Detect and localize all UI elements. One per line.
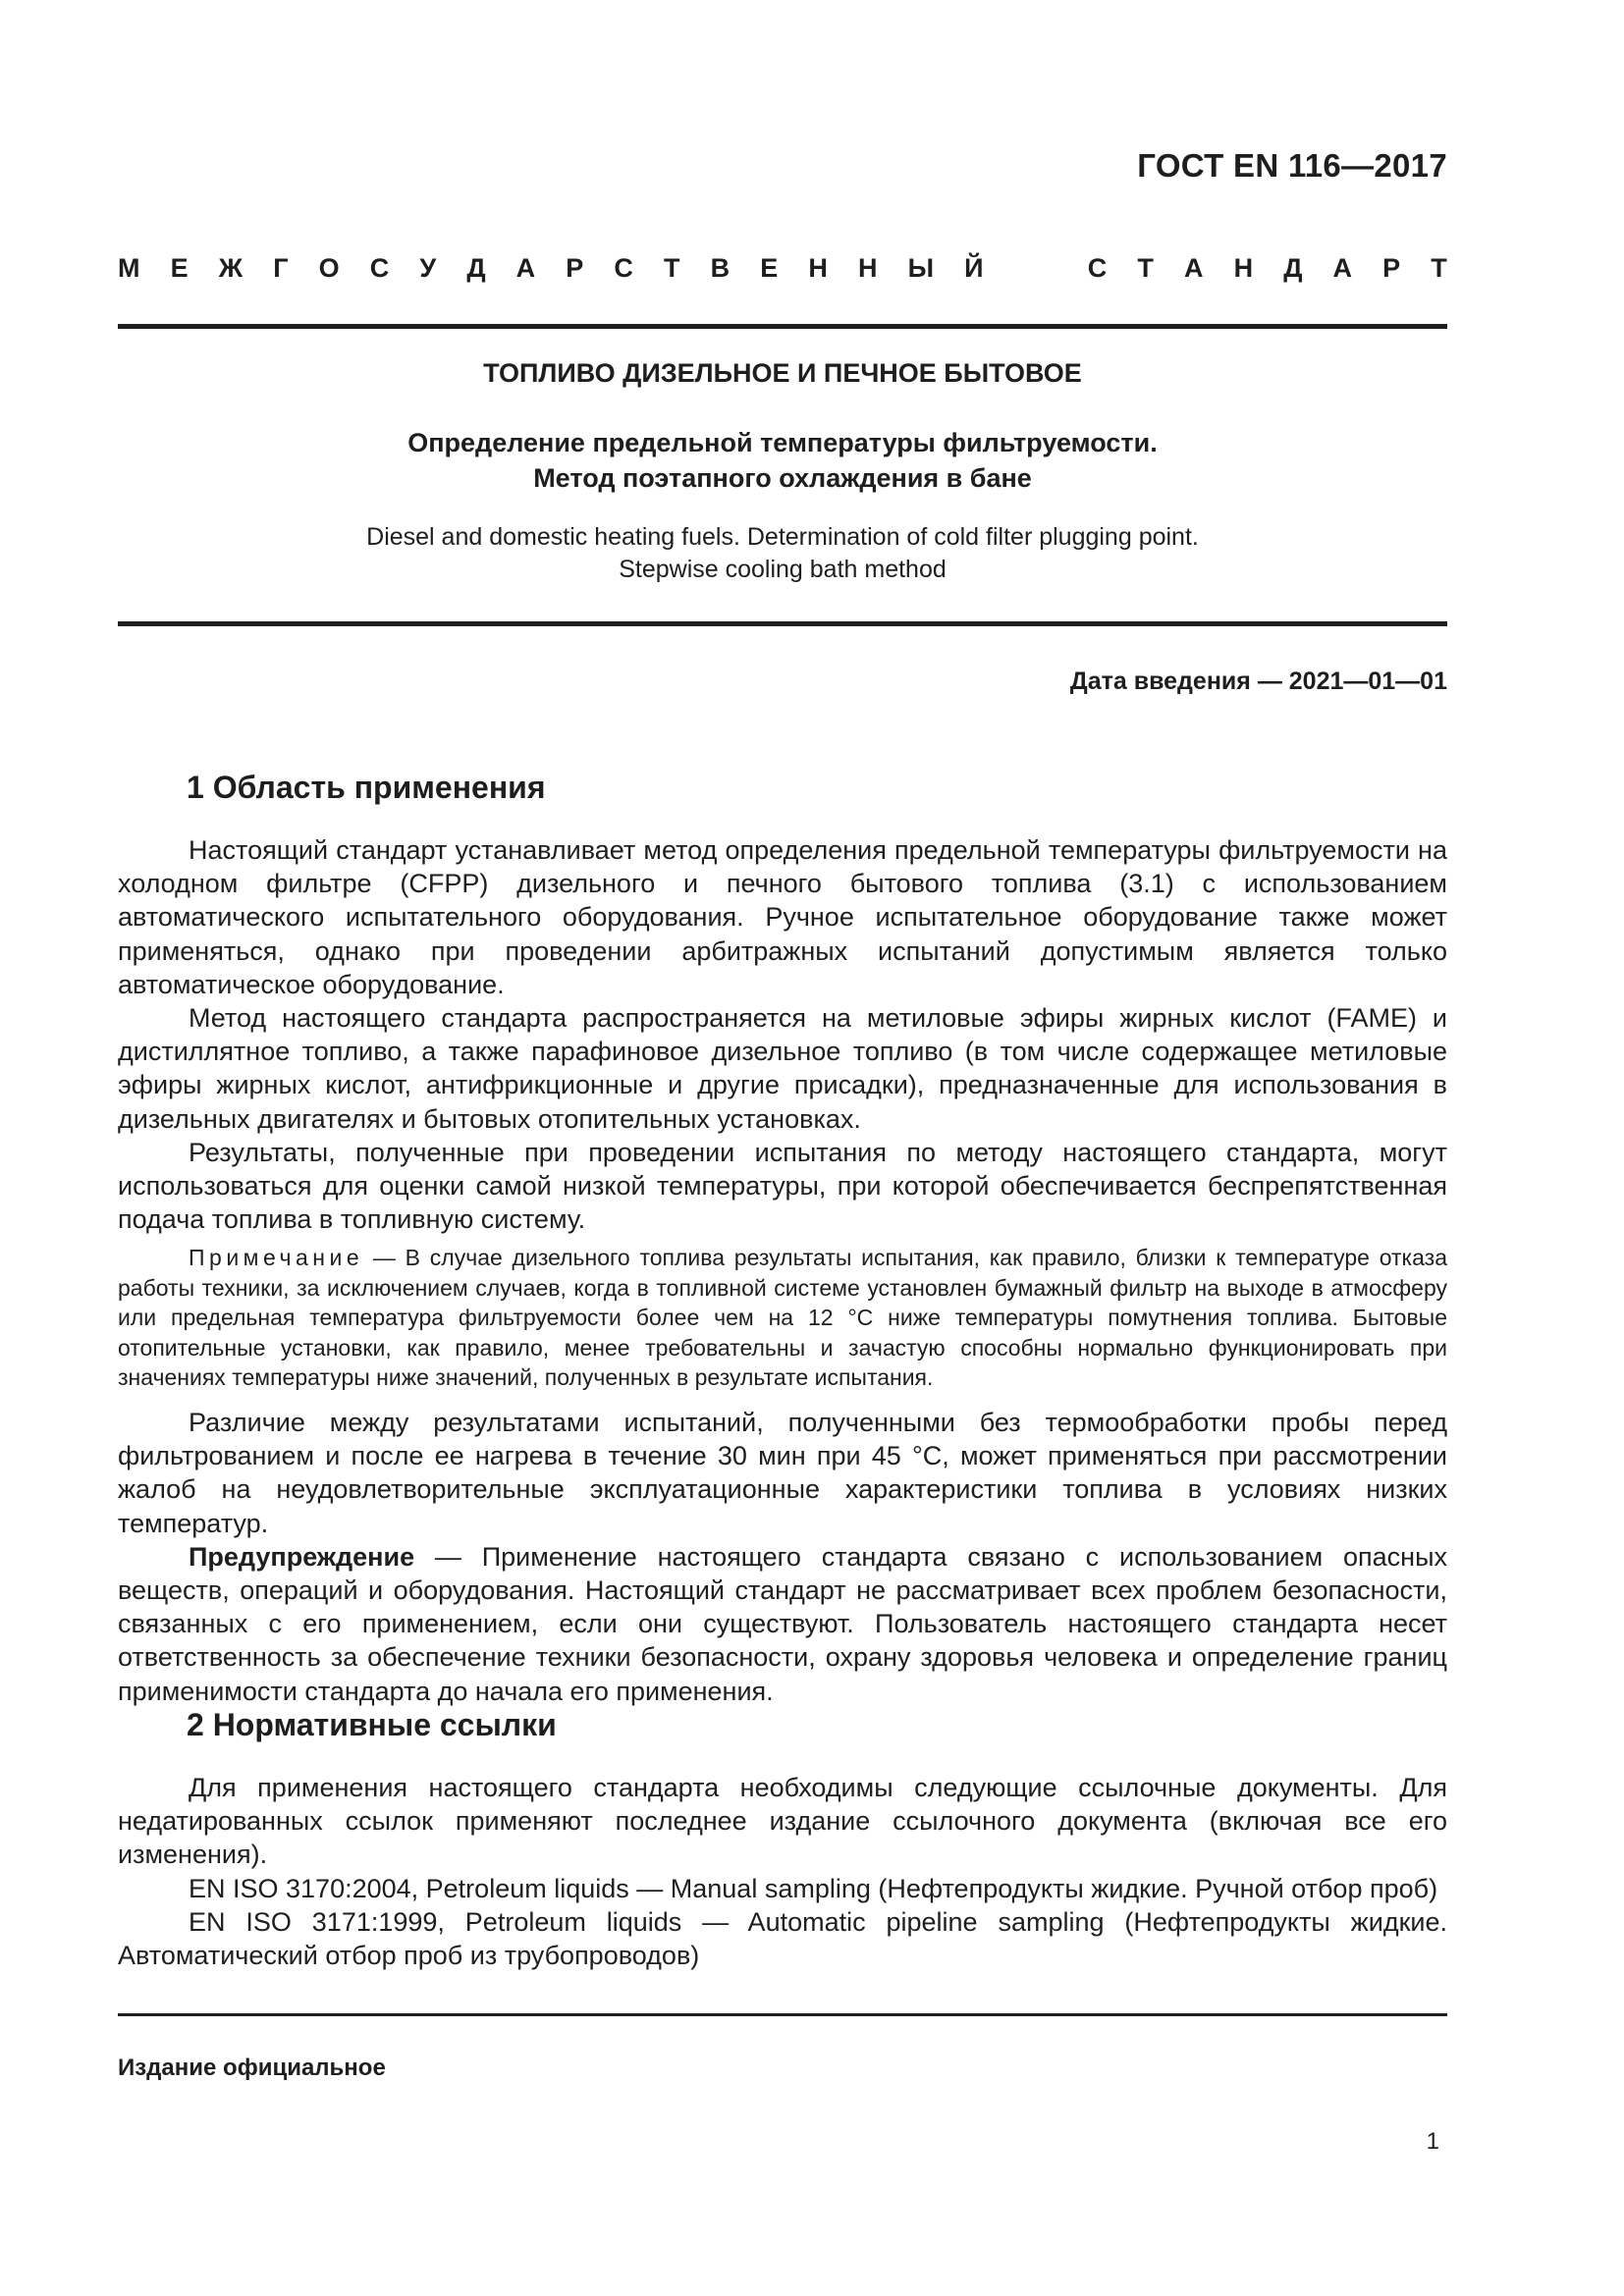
scope-body-continued: [118, 1406, 1447, 1708]
english-title: [118, 521, 1447, 586]
document-subtitle: [118, 425, 1447, 496]
note-label: Примечание: [189, 1245, 364, 1270]
interstate-letter: С: [1087, 253, 1108, 283]
subtitle-line: Метод поэтапного охлаждения в бане: [533, 463, 1032, 493]
warning-text: — Применение настоящего стандарта связано с использованием опасных веществ, операций и оборудования. Настоящий стандарт не рассматривает всех проблем безопасности, связанных с его применением, если они существуют. Пользователь настоящего стандарта несет ответственность за обеспечение техники безопасности, охрану здоровья человека и определение границ применимости стандарта до начала его применения.: [118, 1541, 1447, 1706]
interstate-letter: Ж: [218, 253, 244, 283]
paragraph: Настоящий стандарт устанавливает метод определения предельной температуры фильтруемости на холодном фильтре (CFPP) дизельного и печного бытового топлива (3.1) с использованием автоматического испытательного оборудования. Ручное испытательное оборудование также может применяться, однако при проведении арбитражных испытаний допустимым является только автоматическое оборудование.: [118, 835, 1447, 999]
gost-code: ГОСТ EN 116—2017: [1137, 147, 1447, 184]
interstate-letter: Й: [964, 253, 984, 283]
interstate-letter: А: [1183, 253, 1204, 283]
paragraph: Результаты, полученные при проведении испытания по методу настоящего стандарта, могут использоваться для оценки самой низкой температуры, при которой обеспечивается беспрепятственная подача топлива в топливную систему.: [118, 1137, 1447, 1235]
section-heading-references: 2 Нормативные ссылки: [187, 1707, 557, 1742]
english-title-line: Diesel and domestic heating fuels. Determination of cold filter plugging point.: [366, 523, 1199, 551]
interstate-standard-header: [118, 253, 1447, 284]
subtitle-line: Определение предельной температуры фильтруемости.: [407, 428, 1158, 457]
page-number: 1: [1426, 2128, 1439, 2155]
interstate-letter: О: [318, 253, 340, 283]
footer-divider: [118, 2013, 1447, 2016]
interstate-letter: С: [369, 253, 390, 283]
english-title-line: Stepwise cooling bath method: [619, 556, 947, 583]
interstate-letter: Т: [664, 253, 680, 283]
interstate-letter: Н: [1233, 253, 1254, 283]
interstate-letter: Н: [808, 253, 828, 283]
warning-paragraph: [118, 1540, 1447, 1708]
interstate-letter: Н: [857, 253, 878, 283]
references-body: [118, 1771, 1447, 1972]
interstate-letter: Е: [760, 253, 779, 283]
word-gap: [1014, 253, 1057, 284]
scope-body: [118, 833, 1447, 1236]
edition-label: Издание официальное: [118, 2055, 386, 2081]
note-block: [118, 1243, 1447, 1393]
interstate-letter: А: [515, 253, 536, 283]
warning-label: Предупреждение: [189, 1541, 415, 1572]
interstate-letter: С: [614, 253, 633, 283]
interstate-letter: Р: [1382, 253, 1401, 283]
interstate-letter: Т: [1431, 253, 1447, 283]
note-text: — В случае дизельного топлива результаты испытания, как правило, близки к температуре отказа работы техники, за исключением случаев, когда в топливной системе установлен бумажный фильтр на выходе в атмосферу или предельная температура фильтруемости более чем на 12 °С ниже температуры помутнения топлива. Бытовые отопительные установки, как правило, менее требовательны и зачастую способны нормально функционировать при значениях температуры ниже значений, полученных в результате испытания.: [118, 1245, 1447, 1390]
title-divider: [118, 621, 1447, 626]
interstate-letter: Е: [170, 253, 189, 283]
section-heading-scope: 1 Область применения: [187, 770, 546, 805]
introduction-date: Дата введения — 2021—01—01: [1069, 667, 1447, 695]
interstate-letter: У: [419, 253, 437, 283]
top-divider: [118, 324, 1447, 329]
interstate-letter: А: [1332, 253, 1353, 283]
interstate-letter: В: [710, 253, 731, 283]
document-title: ТОПЛИВО ДИЗЕЛЬНОЕ И ПЕЧНОЕ БЫТОВОЕ: [483, 358, 1082, 388]
interstate-letter: Д: [1283, 253, 1303, 283]
paragraph: Метод настоящего стандарта распространяется на метиловые эфиры жирных кислот (FAME) и дистиллятное топливо, а также парафиновое дизельное топливо (в том числе содержащее метиловые эфиры жирных кислот, антифрикционные и другие присадки), предназначенные для использования в дизельных двигателях и бытовых отопительных установках.: [118, 1003, 1447, 1134]
interstate-letter: М: [118, 253, 140, 283]
interstate-letter: Р: [566, 253, 584, 283]
note-paragraph: [118, 1243, 1447, 1393]
interstate-letter: Т: [1137, 253, 1154, 283]
reference-item: EN ISO 3171:1999, Petroleum liquids — Automatic pipeline sampling (Нефтепродукты жидкие. Автоматический отбор проб из трубопроводов): [118, 1906, 1447, 1971]
interstate-letter: Г: [273, 253, 289, 283]
interstate-letter: Ы: [907, 253, 935, 283]
interstate-letter: Д: [466, 253, 486, 283]
paragraph: Различие между результатами испытаний, полученными без термообработки пробы перед фильтрованием и после ее нагрева в течение 30 мин при 45 °С, может применяться при рассмотрении жалоб на неудовлетворительные эксплуатационные характеристики топлива в условиях низких температур.: [118, 1408, 1447, 1538]
reference-item: EN ISO 3170:2004, Petroleum liquids — Manual sampling (Нефтепродукты жидкие. Ручной отбор проб): [189, 1873, 1438, 1903]
paragraph: Для применения настоящего стандарта необходимы следующие ссылочные документы. Для недатированных ссылок применяют последнее издание ссылочного документа (включая все его изменения).: [118, 1773, 1447, 1870]
